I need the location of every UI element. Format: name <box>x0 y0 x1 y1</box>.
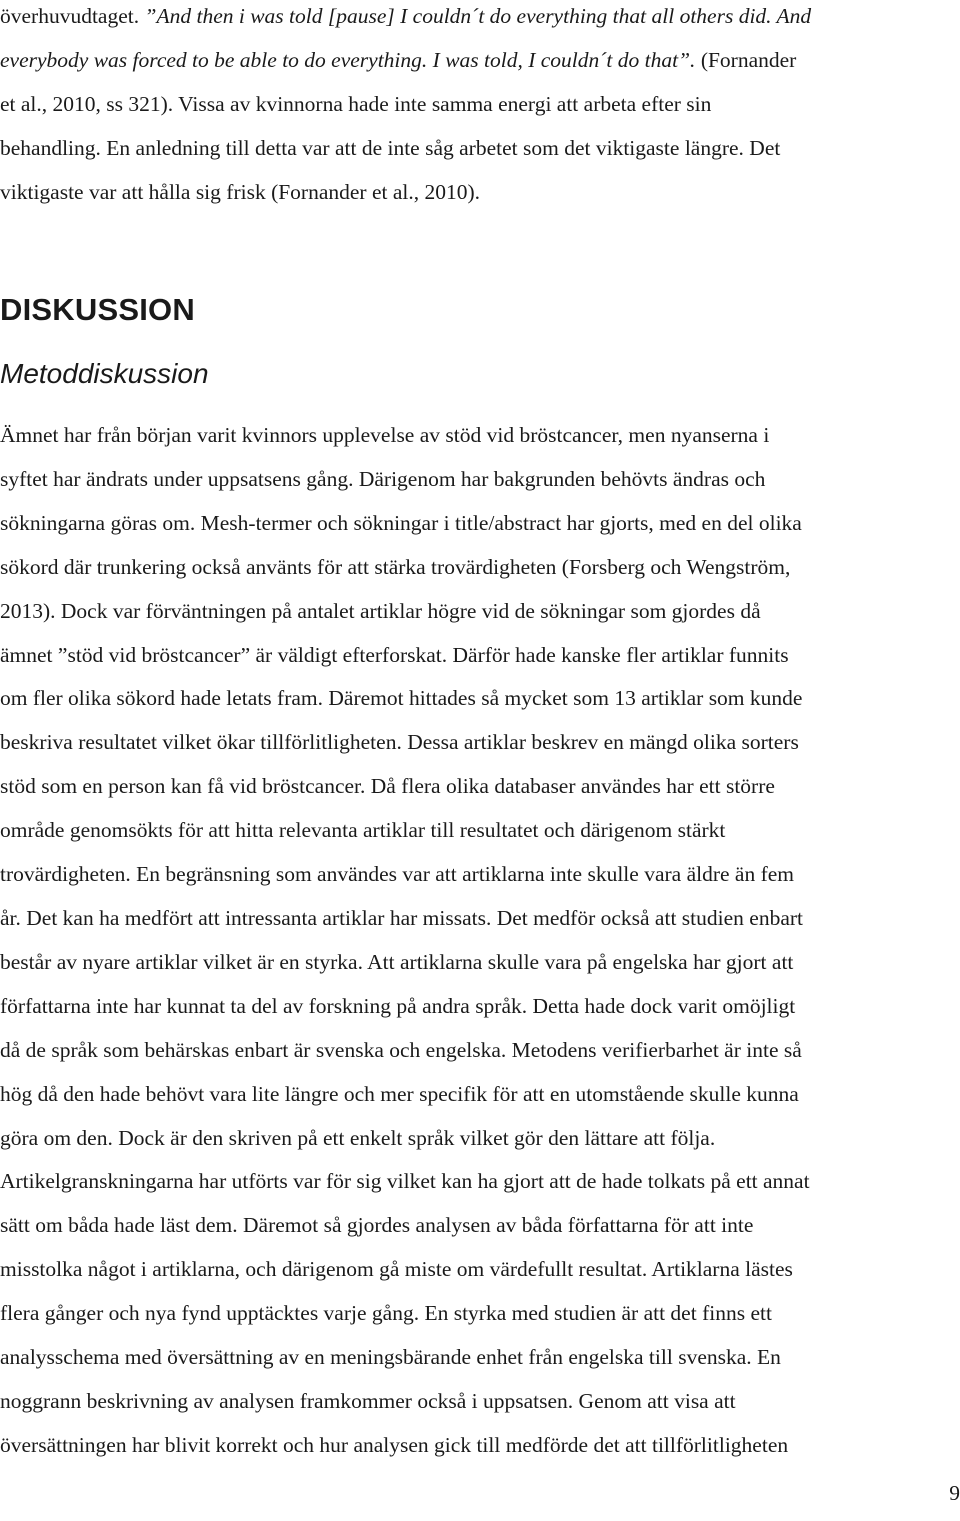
intro-line <box>0 39 955 83</box>
section-heading: DISKUSSION <box>0 292 195 327</box>
intro-text: överhuvudtaget. <box>0 4 145 28</box>
intro-paragraph <box>0 0 955 215</box>
body-line: ämnet ”stöd vid bröstcancer” är väldigt efterforskat. Därför hade kanske fler artiklar funnits <box>0 642 789 667</box>
body-line: om fler olika sökord hade letats fram. Däremot hittades så mycket som 13 artiklar som kunde <box>0 686 803 711</box>
body-line: område genomsökts för att hitta relevanta artiklar till resultatet och därigenom stärkt <box>0 818 726 843</box>
body-line: Artikelgranskningarna har utförts var för sig vilket kan ha gjort att de hade tolkats på ett annat <box>0 1169 810 1194</box>
subsection-heading: Metoddiskussion <box>0 358 209 389</box>
body-line: noggrann beskrivning av analysen framkommer också i uppsatsen. Genom att visa att <box>0 1388 736 1413</box>
body-line: översättningen har blivit korrekt och hur analysen gick till medförde det att tillförlitligheten <box>0 1432 789 1457</box>
body-line: beskriva resultatet vilket ökar tillförlitligheten. Dessa artiklar beskrev en mängd olika sorters <box>0 730 799 755</box>
body-line: misstolka något i artiklarna, och därigenom gå miste om värdefullt resultat. Artiklarna lästes <box>0 1257 793 1282</box>
body-line: år. Det kan ha medfört att intressanta artiklar har missats. Det medför också att studien enbart <box>0 905 803 930</box>
body-line: analysschema med översättning av en meningsbärande enhet från engelska till svenska. En <box>0 1345 781 1370</box>
body-line: sökord där trunkering också använts för att stärka trovärdigheten (Forsberg och Wengström, <box>0 554 791 579</box>
page-number: 9 <box>949 1481 960 1505</box>
intro-line: et al., 2010, ss 321). Vissa av kvinnorna hade inte samma energi att arbeta efter sin <box>0 91 712 116</box>
body-line: trovärdigheten. En begränsning som användes var att artiklarna inte skulle vara äldre än fem <box>0 862 795 887</box>
quote-text: ”And then i was told [pause] I couldn´t do everything that all others did. And <box>144 4 812 28</box>
body-line: sökningarna göras om. Mesh-termer och sökningar i title/abstract har gjorts, med en del olika <box>0 510 802 535</box>
body-line: 2013). Dock var förväntningen på antalet artiklar högre vid de sökningar som gjordes då <box>0 598 761 623</box>
body-line: författarna inte har kunnat ta del av forskning på andra språk. Detta hade dock varit omöjligt <box>0 993 796 1018</box>
intro-line: viktigaste var att hålla sig frisk (Fornander et al., 2010). <box>0 179 481 204</box>
intro-line <box>0 0 955 39</box>
body-line: flera gånger och nya fynd upptäcktes varje gång. En styrka med studien är att det finns ett <box>0 1301 772 1326</box>
body-line: Ämnet har från början varit kvinnors upplevelse av stöd vid bröstcancer, men nyanserna i <box>0 423 770 447</box>
intro-line: behandling. En anledning till detta var att de inte såg arbetet som det viktigaste längre. Det <box>0 135 781 160</box>
body-line: består av nyare artiklar vilket är en styrka. Att artiklarna skulle vara på engelska har gjort att <box>0 949 794 974</box>
method-discussion-paragraph <box>0 414 955 1468</box>
quote-text: everybody was forced to be able to do everything. I was told, I couldn´t do that”. <box>0 47 696 72</box>
body-line: sätt om båda hade läst dem. Däremot så gjordes analysen av båda författarna för att inte <box>0 1213 754 1238</box>
body-line: syftet har ändrats under uppsatsens gång. Därigenom har bakgrunden behövts ändras och <box>0 466 766 491</box>
body-line: stöd som en person kan få vid bröstcancer. Då flera olika databaser användes har ett större <box>0 774 775 799</box>
intro-text: (Fornander <box>695 47 797 72</box>
body-line: då de språk som behärskas enbart är svenska och engelska. Metodens verifierbarhet är inte så <box>0 1037 802 1062</box>
body-line: hög då den hade behövt vara lite längre och mer specifik för att en utomstående skulle kunna <box>0 1081 799 1106</box>
body-line: göra om den. Dock är den skriven på ett enkelt språk vilket gör den lättare att följa. <box>0 1125 716 1150</box>
